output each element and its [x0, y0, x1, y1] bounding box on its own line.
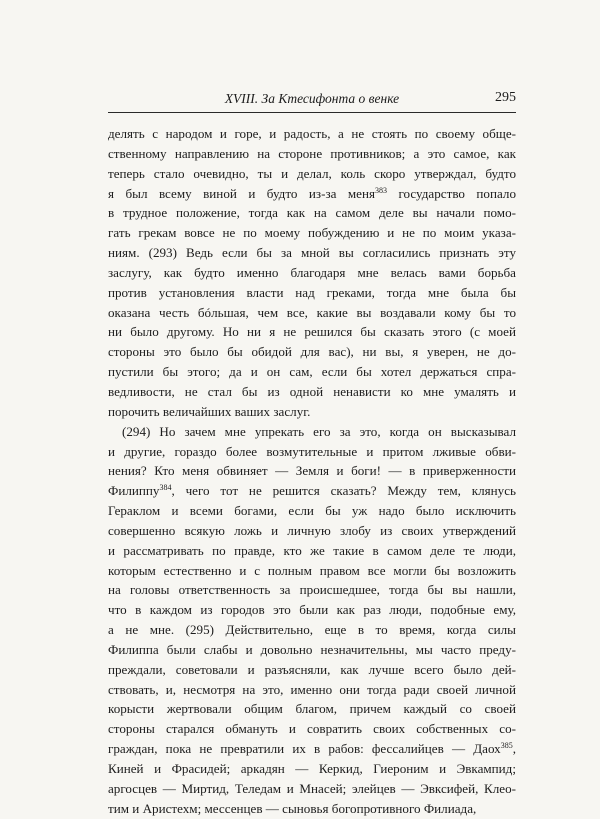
text-line [108, 481, 516, 501]
body-text [108, 124, 516, 819]
line-text: , чего тот не решится сказать? Между тем, клянусь [171, 483, 516, 499]
text-line: Филиппа были слабы и довольно незначительны, мы часто преду- [108, 641, 516, 657]
running-title: XVIII. За Ктесифонта о венке [224, 91, 400, 106]
text-line: порочить величайших ваших заслуг. [108, 403, 311, 419]
page-number: 295 [495, 90, 516, 105]
text-line: на головы ответственность за происшедшее, тогда бы вы нашли, [108, 582, 516, 598]
text-line: пустили бы этого; да и он сам, если бы хотел держаться спра- [108, 364, 516, 380]
line-text: я был всему виной и будто из-за меня [108, 185, 376, 201]
text-line: заслугу, как будто именно благодаря мне велась вами борьба [108, 264, 516, 280]
text-line: против установления власти над греками, тогда мне была бы [108, 284, 516, 300]
text-line: которым естественно и с полным правом все могли бы возложить [108, 562, 516, 578]
footnote-ref: 385 [500, 741, 513, 751]
footnote-ref: 384 [159, 483, 172, 493]
text-line: преждали, советовали и разъясняли, как лучше всего было дей- [108, 661, 516, 677]
text-line: стороны это было бы обидой для вас), ни вы, я уверен, не до- [108, 344, 516, 360]
text-line: стороны старался обмануть и совратить своих собственных со- [108, 721, 516, 737]
line-text: , [512, 741, 516, 757]
text-line: Гераклом и всеми богами, если бы уж надо было исключить [108, 503, 516, 519]
text-line: корысти жертвовали общим благом, причем каждый со своей [108, 701, 516, 717]
text-line: что в каждом из городов это были как раз люди, подобные ему, [108, 602, 516, 618]
text-line: (294) Но зачем мне упрекать его за это, когда он высказывал [122, 423, 516, 439]
line-text: Филиппу [108, 483, 160, 499]
text-line: оказана честь бóльшая, чем все, какие вы воздавали кому бы то [108, 304, 516, 320]
footnote-ref: 383 [375, 185, 388, 195]
line-text: государство попало [387, 185, 516, 201]
page-header [108, 88, 516, 114]
text-line: гать грекам вовсе не по моему побуждению и не по моим указа- [108, 225, 516, 241]
text-line: ведливости, не стал бы из одной ненависти ко мне умалять и [108, 383, 516, 399]
text-line: в трудное положение, тогда как на самом деле вы начали помо- [108, 205, 516, 221]
text-line: совершенно всякую ложь и личную злобу из своих утверждений [108, 522, 516, 538]
text-line [108, 739, 516, 759]
header-rule [108, 112, 516, 113]
text-line: делять с народом и горе, и радость, а не стоять по своему обще- [108, 126, 516, 141]
text-line: аргосцев — Миртид, Теледам и Мнасей; элейцев — Эвксифей, Клео- [108, 780, 516, 796]
text-line: а не мне. (295) Действительно, еще в то время, когда силы [108, 622, 516, 638]
text-line: нения? Кто меня обвиняет — Земля и боги! — в приверженности [108, 463, 516, 479]
text-line: ствовать, и, несмотря на это, именно они тогда ради своей личной [108, 681, 516, 697]
text-line: и другие, гораздо более возмутительные и притом лживые обви- [108, 443, 516, 459]
text-line: теперь стало очевидно, ты и делал, коль скоро утверждал, будто [108, 165, 516, 181]
text-line: и рассматривать по правде, кто же такие в самом деле те люди, [108, 542, 516, 558]
text-line: Киней и Фрасидей; аркадян — Керкид, Гиероним и Эвкампид; [108, 761, 516, 776]
line-text: граждан, пока не превратили их в рабов: фессалийцев — Даох [108, 741, 501, 757]
text-line: тим и Аристехм; мессенцев — сыновья богопротивного Филиада, [108, 800, 477, 816]
text-line [108, 184, 516, 204]
text-line: ни было другому. Но ни я не решился бы сказать этого (с моей [108, 324, 516, 340]
text-line: ниям. (293) Ведь если бы за мной вы согласились признать эту [108, 245, 516, 261]
text-line: ственному направлению на стороне противников; а это самое, как [108, 145, 516, 161]
